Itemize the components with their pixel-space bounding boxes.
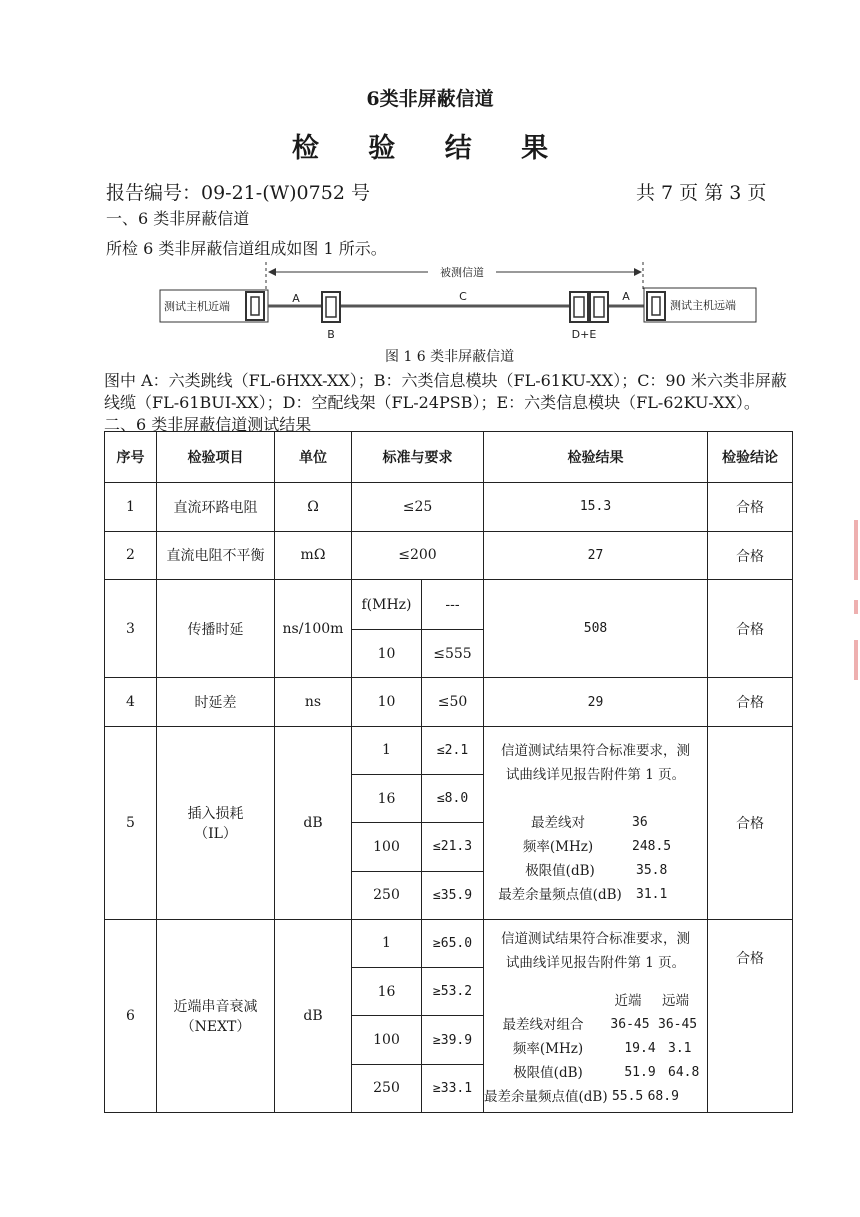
near-host-label: 测试主机近端 <box>164 300 230 313</box>
channel-label: 被测信道 <box>440 266 484 279</box>
page-title: 6类非屏蔽信道 <box>366 88 494 110</box>
header-no: 序号 <box>105 432 157 483</box>
next-no: 6 <box>105 919 157 1112</box>
table-row <box>105 579 793 629</box>
row-no: 3 <box>105 579 157 678</box>
next-far-label: 远端 <box>662 992 689 1009</box>
row-item: 直流环路电阻 <box>157 483 275 531</box>
next-freq: 250 <box>352 1064 422 1112</box>
report-number: 报告编号：09-21-(W)0752 号 <box>106 182 370 204</box>
intro-text: 所检 6 类非屏蔽信道组成如图 1 所示。 <box>106 239 387 258</box>
row-unit: mΩ <box>275 531 352 579</box>
next-limit-near: 51.9 <box>624 1064 656 1080</box>
row-conclusion: 合格 <box>708 531 793 579</box>
row-conclusion: 合格 <box>708 483 793 531</box>
header-result: 检验结果 <box>484 432 708 483</box>
il-result <box>484 726 708 919</box>
il-req: ≤8.0 <box>422 774 484 822</box>
table-header-row <box>105 432 793 483</box>
row-unit: ns/100m <box>275 579 352 678</box>
il-freq: 16 <box>352 774 422 822</box>
row-item: 时延差 <box>157 678 275 726</box>
next-item-abbr: （NEXT） <box>180 1018 251 1035</box>
il-freq-value: 248.5 <box>632 838 672 854</box>
header-unit: 单位 <box>275 432 352 483</box>
il-no: 5 <box>105 726 157 919</box>
row-freq: 10 <box>352 630 422 678</box>
next-item <box>157 919 275 1112</box>
il-conclusion: 合格 <box>708 726 793 919</box>
il-item-name: 插入损耗 <box>187 805 244 822</box>
table-row <box>105 678 793 726</box>
next-freq-near: 19.4 <box>624 1040 656 1056</box>
header-requirement: 标准与要求 <box>352 432 484 483</box>
next-freq: 1 <box>352 919 422 967</box>
seal-edge-mark <box>854 600 858 614</box>
next-margin-near: 55.5 <box>611 1088 644 1104</box>
page-heading: 检 验 结 果 <box>291 133 569 164</box>
il-item <box>157 726 275 919</box>
label-b: B <box>327 328 335 341</box>
row-requirement: ≤50 <box>422 678 484 726</box>
row-requirement: ≤25 <box>352 483 484 531</box>
channel-diagram-svg <box>160 262 760 352</box>
row-conclusion: 合格 <box>708 579 793 678</box>
next-req: ≥33.1 <box>422 1064 484 1112</box>
row-requirement: ≤200 <box>352 531 484 579</box>
figure-caption: 图 1 6 类非屏蔽信道 <box>385 349 515 365</box>
il-worst-pair-label: 最差线对 <box>531 814 585 831</box>
next-freq: 100 <box>352 1016 422 1064</box>
il-worst-pair-value: 36 <box>632 814 648 830</box>
next-req: ≥39.9 <box>422 1016 484 1064</box>
il-req: ≤21.3 <box>422 823 484 871</box>
next-conclusion: 合格 <box>708 919 793 1112</box>
row-result: 29 <box>484 678 708 726</box>
row-requirement: ≤555 <box>422 630 484 678</box>
row-unit: ns <box>275 678 352 726</box>
next-worst-combo-label: 最差线对组合 <box>502 1016 584 1033</box>
il-note-line1: 信道测试结果符合标准要求，测 <box>501 742 690 759</box>
il-unit: dB <box>275 726 352 919</box>
seal-edge-mark <box>854 640 858 680</box>
next-limit-far: 64.8 <box>668 1064 700 1080</box>
channel-diagram <box>160 262 760 352</box>
next-req: ≥65.0 <box>422 919 484 967</box>
next-limit-label: 极限值(dB) <box>513 1064 583 1081</box>
il-limit-value: 35.8 <box>636 862 668 878</box>
next-unit: dB <box>275 919 352 1112</box>
legend-line-2: 线缆（FL-61BUI-XX）；D：空配线架（FL-24PSB）；E：六类信息模块（FL-62KU-XX）。 <box>104 393 760 412</box>
row-freq-header: f(MHz) <box>352 579 422 629</box>
section2-heading: 二、6 类非屏蔽信道测试结果 <box>104 415 312 434</box>
il-limit-label: 极限值(dB) <box>525 862 595 879</box>
row-no: 2 <box>105 531 157 579</box>
far-host-label: 测试主机远端 <box>670 299 736 312</box>
label-de: D+E <box>571 328 597 341</box>
il-req: ≤2.1 <box>422 726 484 774</box>
table-row-next <box>105 919 793 967</box>
row-dash: --- <box>422 579 484 629</box>
next-freq: 16 <box>352 968 422 1016</box>
il-req: ≤35.9 <box>422 871 484 919</box>
row-item: 传播时延 <box>157 579 275 678</box>
next-margin-label: 最差余量频点值(dB) <box>484 1088 608 1105</box>
row-unit: Ω <box>275 483 352 531</box>
next-margin-far: 68.9 <box>647 1088 679 1104</box>
il-freq: 250 <box>352 871 422 919</box>
arrow-right-head <box>634 268 642 276</box>
label-a-left: A <box>292 292 300 305</box>
il-freq: 1 <box>352 726 422 774</box>
next-req: ≥53.2 <box>422 968 484 1016</box>
table-row <box>105 483 793 531</box>
il-margin-value: 31.1 <box>636 886 668 902</box>
row-result: 27 <box>484 531 708 579</box>
table-row <box>105 531 793 579</box>
next-result <box>484 919 708 1112</box>
row-item: 直流电阻不平衡 <box>157 531 275 579</box>
seal-edge-mark <box>854 520 858 580</box>
next-worst-combo-near: 36-45 <box>610 1016 650 1032</box>
il-item-abbr: （IL） <box>194 825 237 842</box>
row-result: 15.3 <box>484 483 708 531</box>
arrow-left-head <box>268 268 276 276</box>
legend-line-1: 图中 A：六类跳线（FL-6HXX-XX）；B：六类信息模块（FL-61KU-XX）；C：90 米六类非屏蔽 <box>104 371 787 390</box>
next-freq-label: 频率(MHz) <box>512 1040 584 1057</box>
row-no: 4 <box>105 678 157 726</box>
next-item-name: 近端串音衰减 <box>173 998 258 1015</box>
next-note-line1: 信道测试结果符合标准要求，测 <box>501 930 690 947</box>
header-conclusion: 检验结论 <box>708 432 793 483</box>
label-a-right: A <box>622 290 630 303</box>
il-freq: 100 <box>352 823 422 871</box>
il-margin-label: 最差余量频点值(dB) <box>498 886 622 903</box>
section1-heading: 一、6 类非屏蔽信道 <box>106 209 250 228</box>
next-note-line2: 试曲线详见报告附件第 1 页。 <box>505 954 686 971</box>
next-near-label: 近端 <box>614 992 642 1009</box>
row-result: 508 <box>484 579 708 678</box>
il-note-line2: 试曲线详见报告附件第 1 页。 <box>505 766 686 783</box>
row-conclusion: 合格 <box>708 678 793 726</box>
table-row-il <box>105 726 793 774</box>
next-worst-combo-far: 36-45 <box>658 1016 698 1032</box>
row-freq: 10 <box>352 678 422 726</box>
results-table <box>104 431 793 1113</box>
page-info: 共 7 页 第 3 页 <box>636 182 767 204</box>
row-no: 1 <box>105 483 157 531</box>
il-freq-label: 频率(MHz) <box>522 838 594 855</box>
header-item: 检验项目 <box>157 432 275 483</box>
label-c: C <box>459 290 467 303</box>
next-freq-far: 3.1 <box>668 1040 692 1056</box>
